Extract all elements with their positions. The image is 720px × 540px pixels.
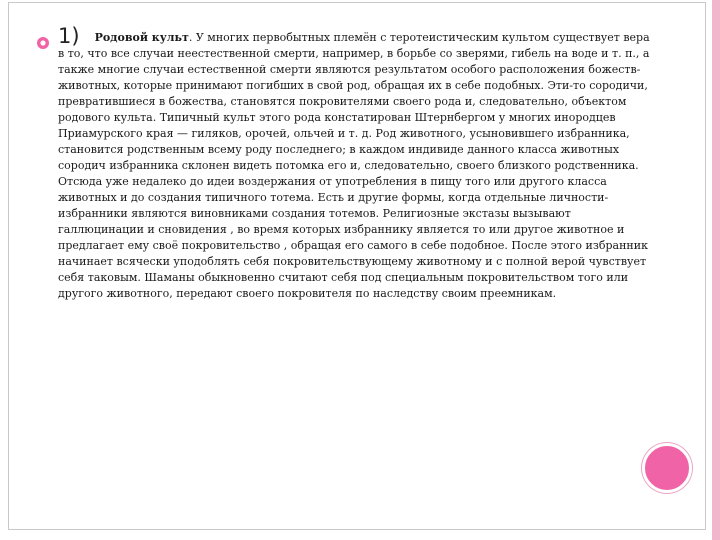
item-title: Родовой культ <box>94 31 189 44</box>
pink-circle-decoration <box>642 443 692 493</box>
content-block <box>36 24 656 302</box>
paragraph <box>58 24 656 302</box>
item-number: 1) <box>58 24 80 48</box>
item-body: . У многих первобытных племён с теротеистическим культом существует вера в то, что все случаи неестественной смерти, например, в борьбе со зверями, гибель на воде и т. п., а также многие случаи естественной смерти являются результатом особого расположения божеств-животных, которые принимают погибших в свой род, обращая их в себе подобных. Эти-то сородичи, превратившиеся в божества, становятся покровителями своего рода и, следовательно, объектом родового культа. Типичный культ этого рода констатирован Штернбергом у многих инородцев Приамурского края — гиляков, орочей, ольчей и т. д. Род животного, усыновившего избранника, становится родственным всему роду последнего; в каждом индивиде данного класса животных сородич избранника склонен видеть потомка его и, следовательно, своего близкого родственника. Отсюда уже недалеко до идеи воздержания от употребления в пищу того или другого класса животных и до создания типичного тотема. Есть и другие формы, когда отдельные личности-избранники являются виновниками создания тотемов. Религиозные экстазы вызывают галлюцинации и сновидения , во время которых избраннику является то или другое животное и предлагает ему своё покровительство , обращая его самого в себе подобное. После этого избранник начинает всячески уподоблять себя покровительствующему животному и с полной верой чувствует себя таковым. Шаманы обыкновенно считают себя под специальным покровительством того или другого животного, передают своего покровителя по наследству своим преемникам. <box>58 31 650 300</box>
circle-bullet-icon <box>36 36 50 50</box>
right-accent-band <box>712 0 720 540</box>
